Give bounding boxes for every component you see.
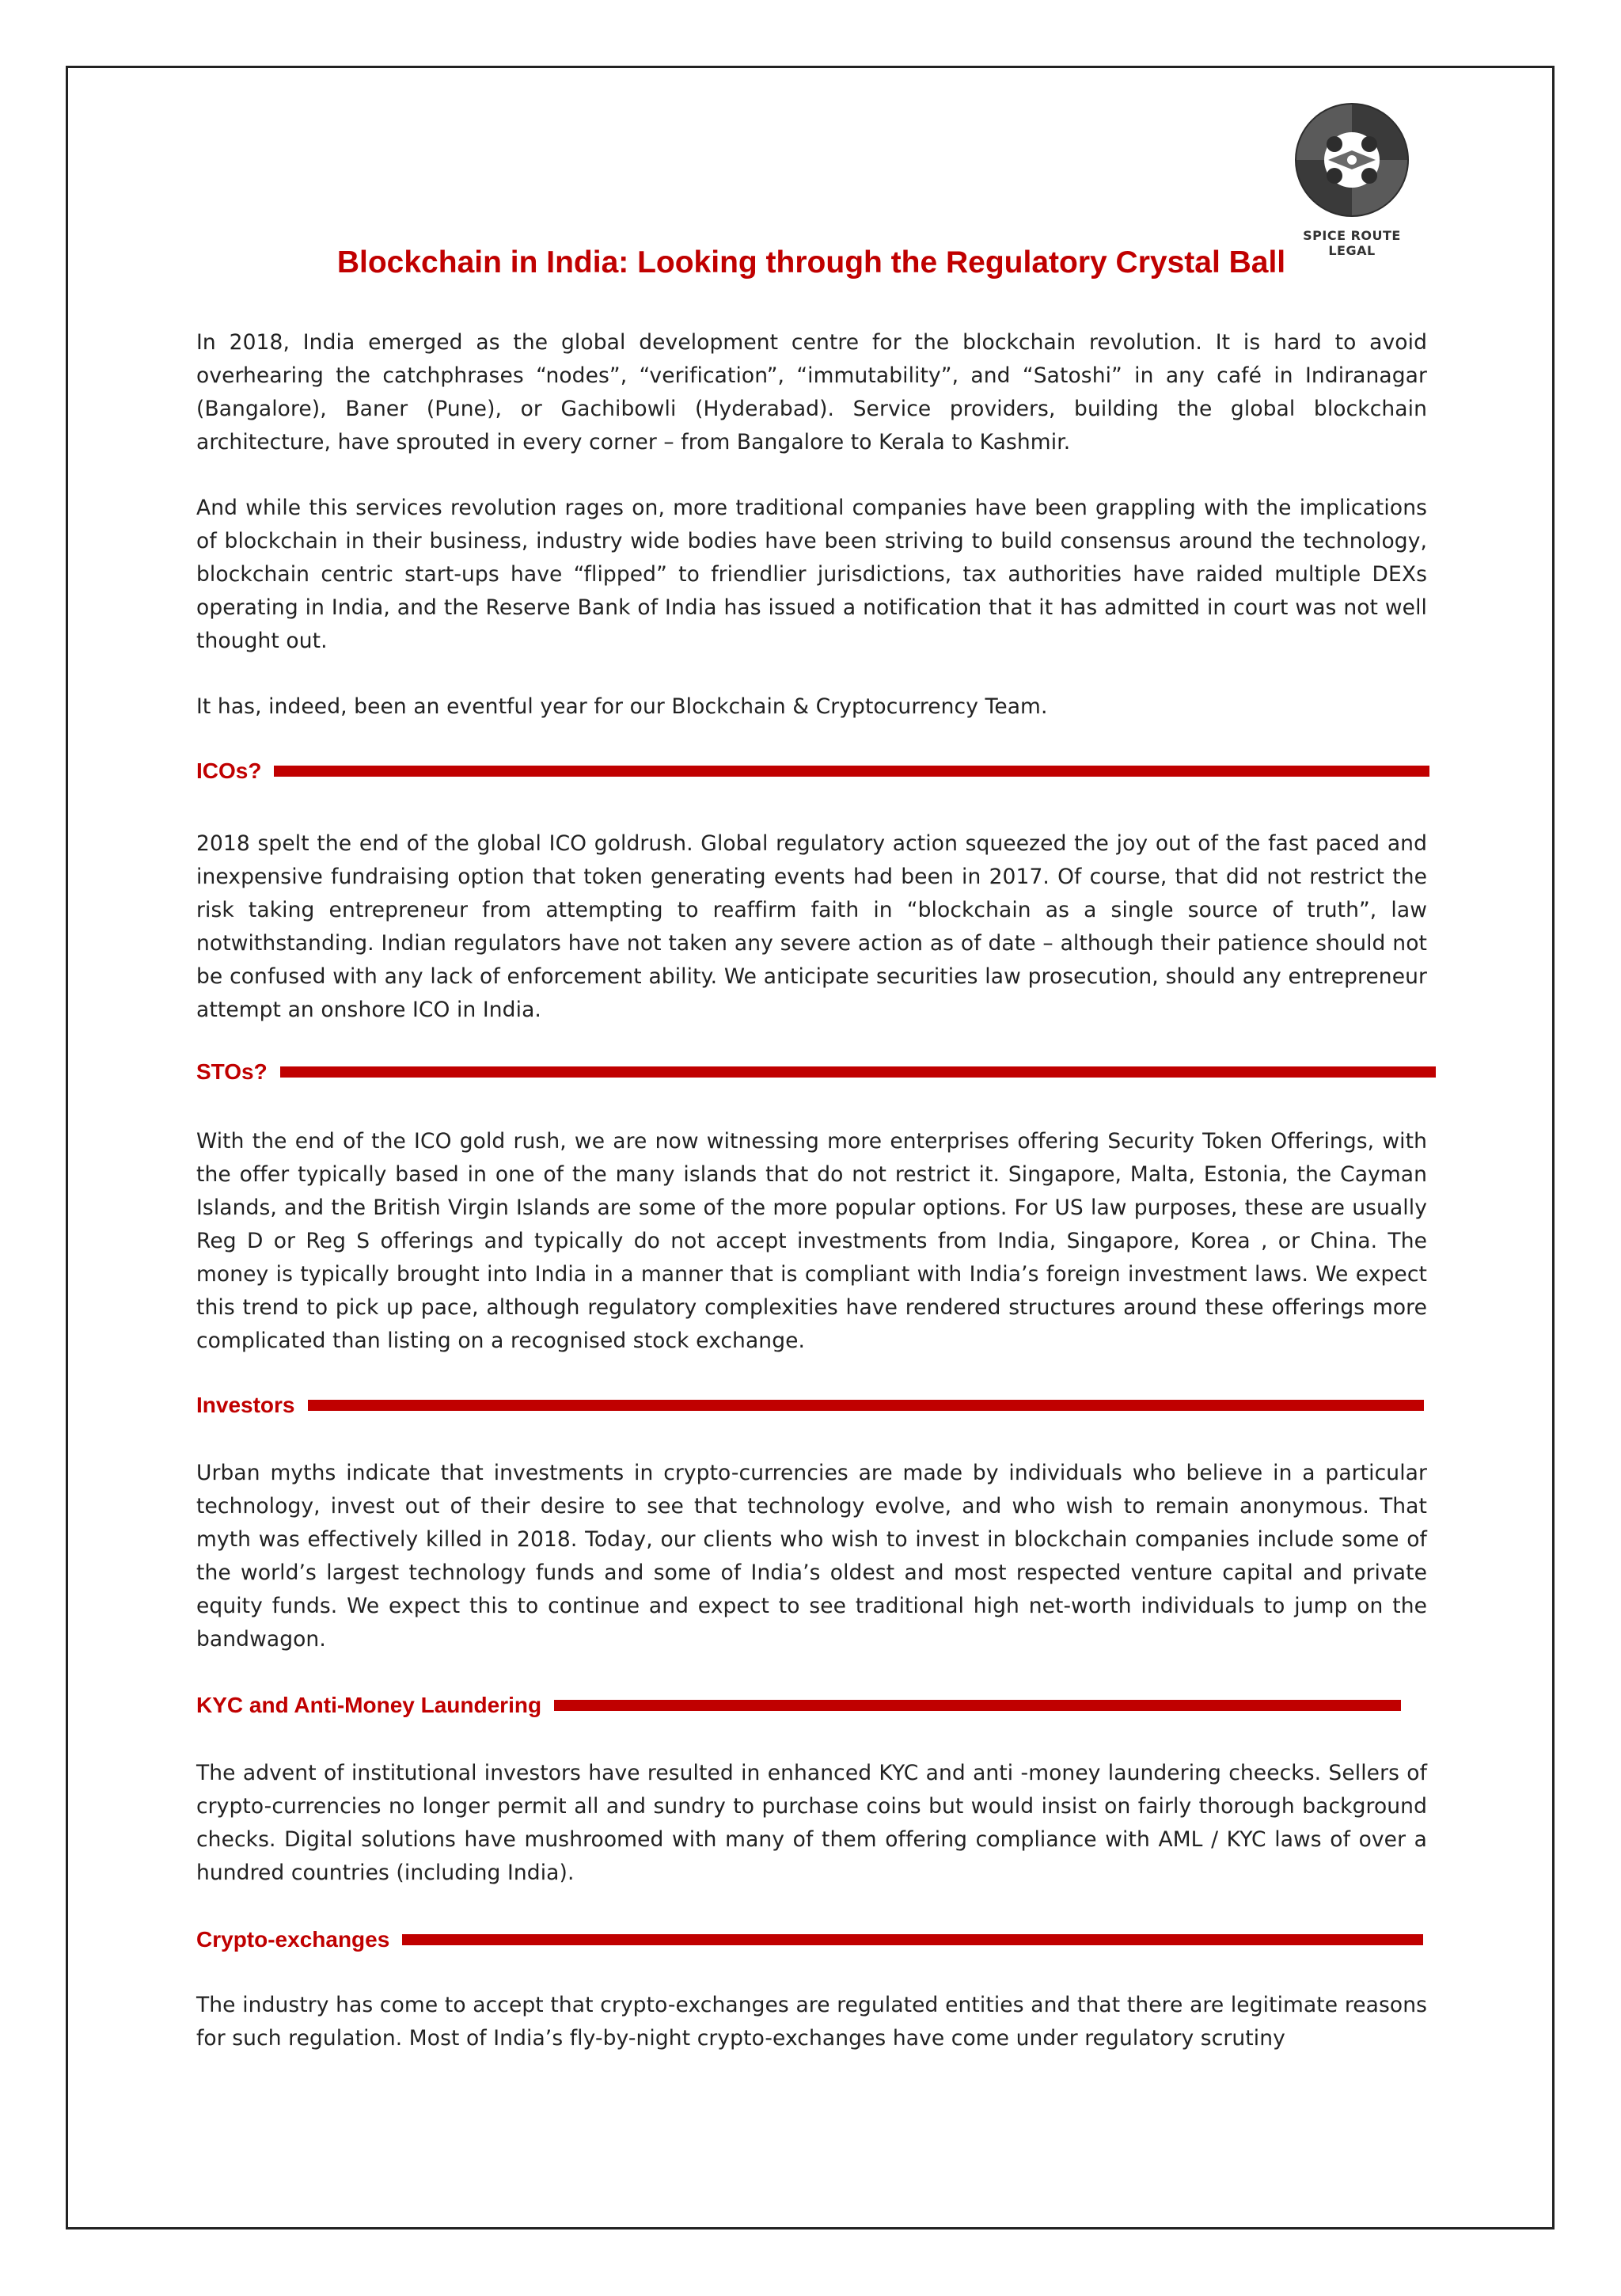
spice-route-legal-logo (1285, 95, 1419, 258)
section-heading-icos (196, 758, 1429, 784)
section-divider-rule (308, 1400, 1424, 1411)
intro-paragraph-3: It has, indeed, been an eventful year for our Blockchain & Cryptocurrency Team. (196, 694, 1048, 719)
section-divider-rule (274, 766, 1429, 777)
section-paragraph-stos: With the end of the ICO gold rush, we are now witnessing more enterprises offering Security Token Offerings, with the offer typically based in one of the many islands that do not restrict it. Singapore, Malta, Estonia, the Cayman Islands, and the British Virgin Islands are some of the more popular options. For US law purposes, these are usually Reg D or Reg S offerings and typically do not accept investments from India, Singapore, Korea , or China. The money is typically brought into India in a manner that is compliant with India’s foreign investment laws. We expect this trend to pick up pace, although regulatory complexities have rendered structures around these offerings more complicated than listing on a recognised stock exchange. (196, 1129, 1427, 1353)
section-heading-investors (196, 1393, 1424, 1418)
section-divider-rule (402, 1934, 1423, 1945)
section-divider-rule (554, 1700, 1401, 1711)
four-figure-circle-logo-icon (1285, 95, 1419, 226)
section-paragraph-icos: 2018 spelt the end of the global ICO goldrush. Global regulatory action squeezed the joy out of the fast paced and inexpensive fundraising option that token generating events had been in 2017. Of course, that did not restrict the risk taking entrepreneur from attempting to reaffirm faith in “blockchain as a single source of truth”, law notwithstanding. Indian regulators have not taken any severe action as of date – although their patience should not be confused with any lack of enforcement ability. We anticipate securities law prosecution, should any entrepreneur attempt an onshore ICO in India. (196, 831, 1427, 1022)
document-title: Blockchain in India: Looking through the Regulatory Crystal Ball (336, 245, 1286, 279)
section-paragraph-crypto-exchanges: The industry has come to accept that crypto-exchanges are regulated entities and that there are legitimate reasons for such regulation. Most of India’s fly-by-night crypto-exchanges have come under regulatory scrutiny (196, 1993, 1427, 2051)
section-heading-label: Crypto-exchanges (196, 1927, 390, 1952)
intro-paragraph-1: In 2018, India emerged as the global development centre for the blockchain revolution. It is hard to avoid overhearing the catchphrases “nodes”, “verification”, “immutability”, and “Satoshi” in any café in Indiranagar (Bangalore), Baner (Pune), or Gachibowli (Hyderabad). Service providers, building the global blockchain architecture, have sprouted in every corner – from Bangalore to Kerala to Kashmir. (196, 330, 1427, 454)
section-heading-crypto-exchanges (196, 1927, 1423, 1952)
section-heading-stos (196, 1059, 1436, 1085)
section-heading-label: ICOs? (196, 758, 262, 783)
section-heading-label: Investors (196, 1393, 295, 1417)
section-heading-label: KYC and Anti-Money Laundering (196, 1693, 542, 1717)
section-divider-rule (280, 1066, 1436, 1078)
section-paragraph-kyc-aml: The advent of institutional investors have resulted in enhanced KYC and anti -money laundering cheecks. Sellers of crypto-currencies no longer permit all and sundry to purchase coins but would insist on fairly thorough background checks. Digital solutions have mushroomed with many of them offering compliance with AML / KYC laws of over a hundred countries (including India). (196, 1761, 1427, 1885)
section-heading-label: STOs? (196, 1059, 268, 1084)
section-heading-kyc-aml (196, 1693, 1401, 1718)
intro-paragraph-2: And while this services revolution rages on, more traditional companies have been grappling with the implications of blockchain in their business, industry wide bodies have been striving to build consensus around the technology, blockchain centric start-ups have “flipped” to friendlier jurisdictions, tax authorities have raided multiple DEXs operating in India, and the Reserve Bank of India has issued a notification that it has admitted in court was not well thought out. (196, 496, 1427, 653)
logo-text: SPICE ROUTE LEGAL (1303, 228, 1401, 258)
section-paragraph-investors: Urban myths indicate that investments in crypto-currencies are made by individuals who believe in a particular technology, invest out of their desire to see that technology evolve, and who wish to remain anonymous. That myth was effectively killed in 2018. Today, our clients who wish to invest in blockchain companies include some of the world’s largest technology funds and some of India’s oldest and most respected venture capital and private equity funds. We expect this to continue and expect to see traditional high net-worth individuals to jump on the bandwagon. (196, 1461, 1427, 1652)
